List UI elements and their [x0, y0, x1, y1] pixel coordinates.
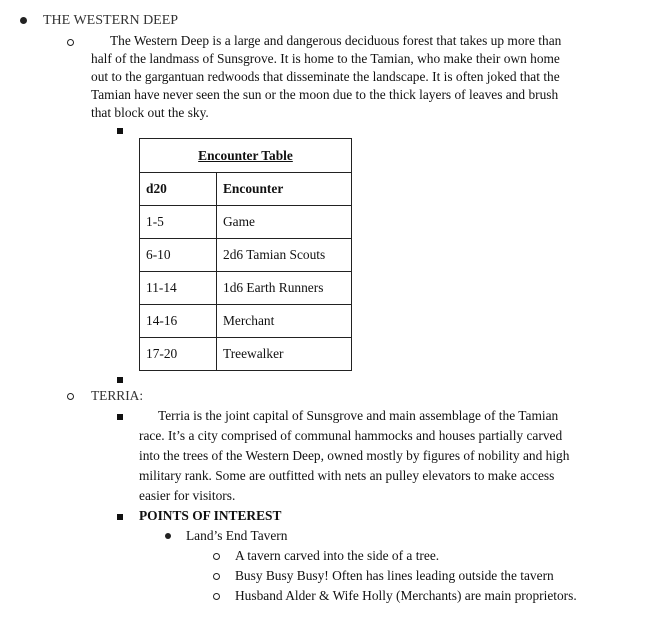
- encounter-cell: Game: [217, 206, 352, 239]
- encounter-cell: Treewalker: [217, 338, 352, 371]
- header-encounter: Encounter: [217, 173, 352, 206]
- table-row: [140, 338, 352, 371]
- terria-line-1: Terria is the joint capital of Sunsgrove and main assemblage of the Tamian: [158, 408, 559, 423]
- roll-cell: 11-14: [140, 272, 217, 305]
- intro-line-2: half of the landmass of Sunsgrove. It is home to the Tamian, who make their own home: [91, 51, 560, 66]
- roll-cell: 6-10: [140, 239, 217, 272]
- table-row: [140, 272, 352, 305]
- table-row: [140, 239, 352, 272]
- detail-bullet: [213, 553, 220, 560]
- detail-line-1: A tavern carved into the side of a tree.: [235, 548, 440, 563]
- poi-bullet: [117, 514, 123, 520]
- section-heading: THE WESTERN DEEP: [43, 13, 179, 28]
- encounter-cell: 2d6 Tamian Scouts: [217, 239, 352, 272]
- empty-bullet: [117, 377, 123, 383]
- intro-line-4: Tamian have never seen the sun or the moon due to the thick layers of leaves and brush: [91, 87, 559, 102]
- terria-line-4: military rank. Some are outfitted with nets an pulley elevators to make access: [139, 468, 555, 483]
- terria-label: TERRIA:: [91, 388, 144, 403]
- encounter-cell: Merchant: [217, 305, 352, 338]
- header-d20: d20: [140, 173, 217, 206]
- detail-bullet: [213, 573, 220, 580]
- table-row: [140, 305, 352, 338]
- roll-cell: 1-5: [140, 206, 217, 239]
- table-bullet: [117, 128, 123, 134]
- table-header-row: [140, 173, 352, 206]
- intro-line-5: that block out the sky.: [91, 105, 209, 120]
- terria-bullet: [67, 393, 74, 400]
- encounter-cell: 1d6 Earth Runners: [217, 272, 352, 305]
- terria-line-2: race. It’s a city comprised of communal hammocks and houses partially carved: [139, 428, 563, 443]
- place-name: Land’s End Tavern: [186, 528, 288, 543]
- encounter-table: [139, 138, 352, 371]
- roll-cell: 14-16: [140, 305, 217, 338]
- table-title: Encounter Table: [140, 139, 352, 173]
- place-bullet: [165, 533, 171, 539]
- roll-cell: 17-20: [140, 338, 217, 371]
- intro-bullet: [67, 39, 74, 46]
- intro-line-3: out to the gargantuan redwoods that disseminate the landscape. It is often joked that the: [91, 69, 560, 84]
- terria-line-5: easier for visitors.: [139, 488, 236, 503]
- terria-line-3: into the trees of the Western Deep, owned mostly by figures of nobility and high: [139, 448, 570, 463]
- table-row: [140, 206, 352, 239]
- points-of-interest-heading: POINTS OF INTEREST: [139, 508, 282, 523]
- detail-bullet: [213, 593, 220, 600]
- terria-text-bullet: [117, 414, 123, 420]
- detail-line-2: Busy Busy Busy! Often has lines leading outside the tavern: [235, 568, 554, 583]
- detail-line-3: Husband Alder & Wife Holly (Merchants) are main proprietors.: [235, 588, 577, 603]
- heading-bullet: [20, 17, 27, 24]
- intro-line-1: The Western Deep is a large and dangerous deciduous forest that takes up more than: [110, 33, 562, 48]
